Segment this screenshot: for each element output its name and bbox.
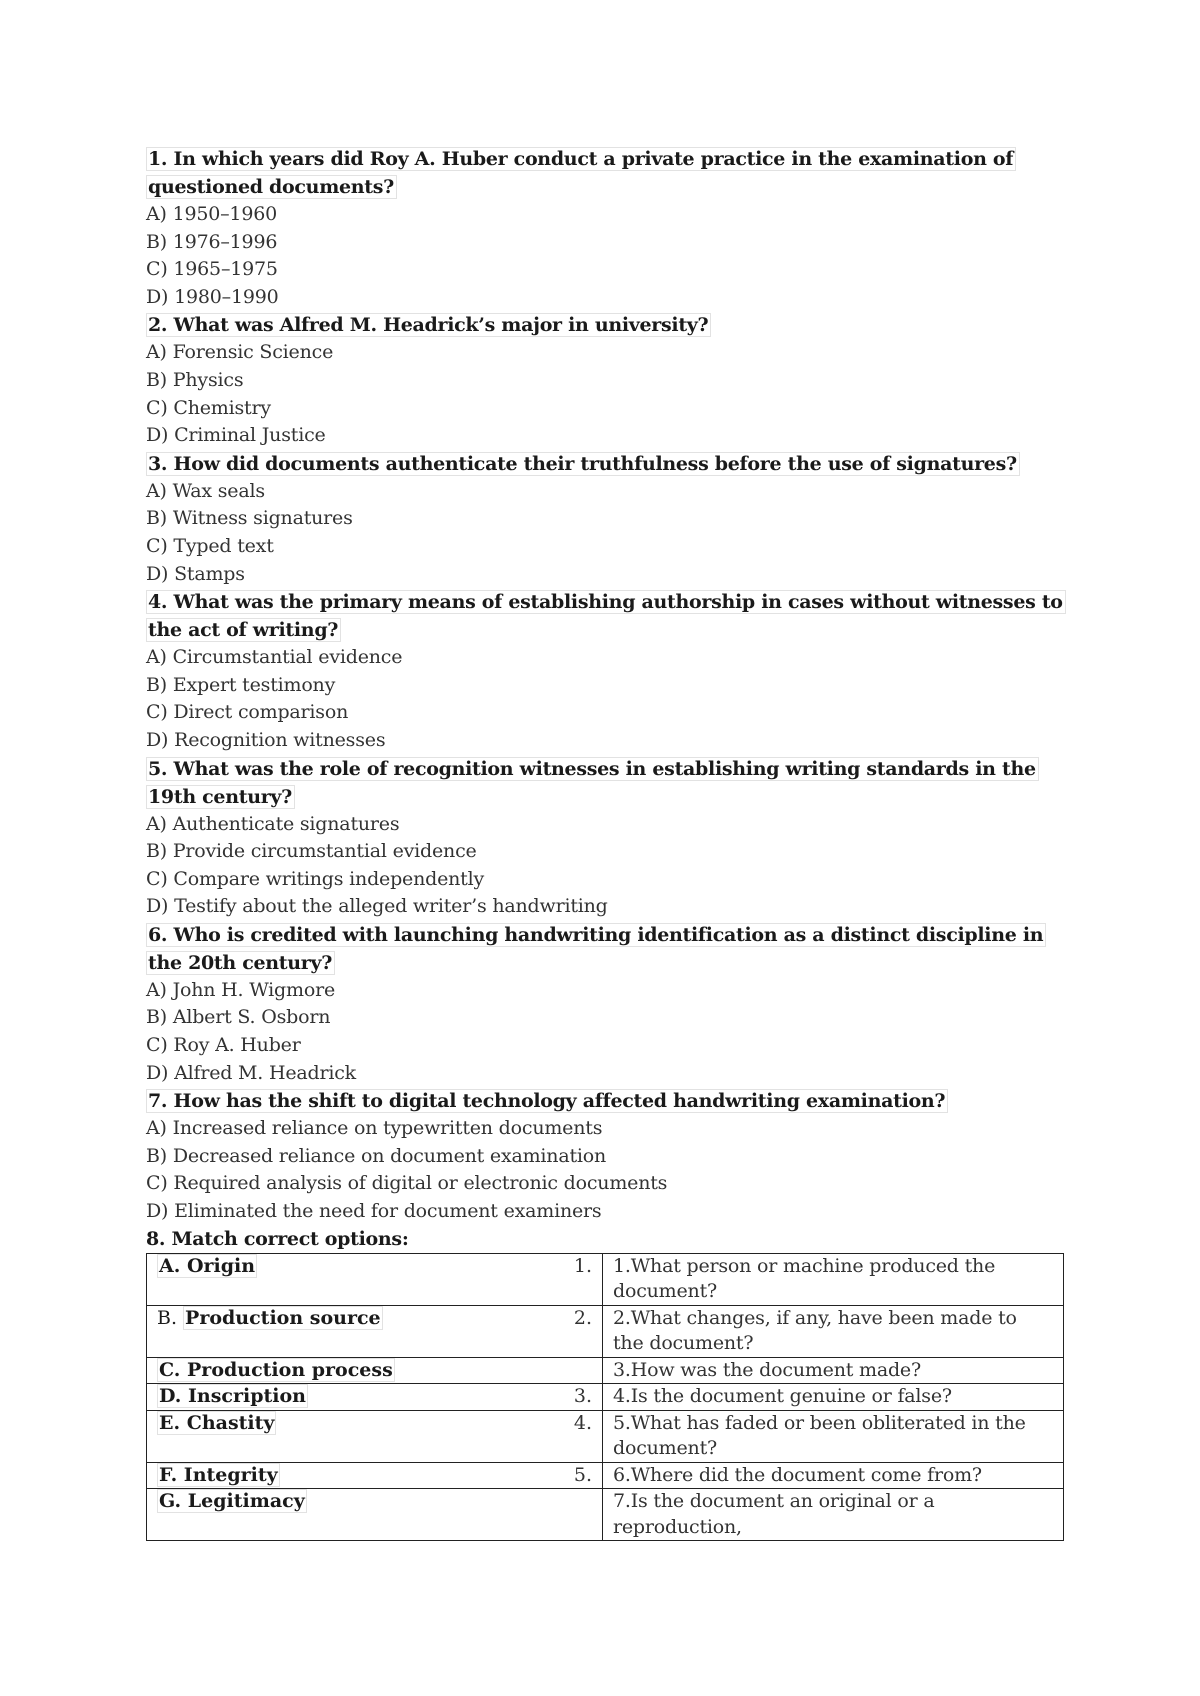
- option-b: B) Expert testimony: [146, 673, 336, 696]
- option-a: A) Authenticate signatures: [146, 812, 400, 835]
- question-block: [146, 755, 1066, 921]
- option-c: C) Required analysis of digital or electronic documents: [146, 1172, 668, 1195]
- match-term-cell: [147, 1462, 603, 1489]
- match-answer: 5.What has faded or been obliterated in the document?: [603, 1410, 1064, 1462]
- match-term: C. Production process: [159, 1358, 393, 1381]
- question-text: 1. In which years did Roy A. Huber conduct a private practice in the examination of questioned documents?: [146, 145, 1066, 201]
- option-d: D) Recognition witnesses: [146, 728, 386, 751]
- match-answer: 4.Is the document genuine or false?: [603, 1384, 1064, 1411]
- option-d: D) Criminal Justice: [146, 424, 326, 447]
- option-a: A) 1950–1960: [146, 203, 277, 225]
- match-answer: 7.Is the document an original or a reproduction,: [603, 1489, 1064, 1541]
- option-b: B) Physics: [146, 368, 244, 391]
- question-text: 2. What was Alfred M. Headrick’s major in university?: [146, 311, 1066, 339]
- option-d: D) Eliminated the need for document examiners: [146, 1200, 602, 1223]
- match-term-cell: [147, 1410, 603, 1462]
- table-row: [147, 1410, 1064, 1462]
- question-block: [146, 145, 1066, 311]
- match-answer: 6.Where did the document come from?: [603, 1462, 1064, 1489]
- option-a: A) John H. Wigmore: [146, 978, 336, 1001]
- option-a: A) Circumstantial evidence: [146, 646, 403, 669]
- option-c: C) Typed text: [146, 534, 274, 557]
- match-answer: 2.What changes, if any, have been made to the document?: [603, 1305, 1064, 1357]
- option-b: B) Albert S. Osborn: [146, 1006, 331, 1029]
- match-number: 2.: [573, 1306, 592, 1329]
- match-term: Production source: [185, 1306, 381, 1329]
- question-block: [146, 1087, 1066, 1225]
- match-title: 8. Match correct options:: [146, 1227, 409, 1250]
- question-block: [146, 921, 1066, 1087]
- option-c: C) Direct comparison: [146, 701, 349, 724]
- option-d: D) 1980–1990: [146, 285, 279, 308]
- match-number: 4.: [573, 1411, 592, 1434]
- match-table: [146, 1253, 1064, 1542]
- option-a: A) Forensic Science: [146, 341, 334, 364]
- match-term-cell: [147, 1253, 603, 1305]
- table-row: [147, 1384, 1064, 1411]
- option-c: C) Chemistry: [146, 396, 271, 419]
- option-a: A) Increased reliance on typewritten documents: [146, 1117, 603, 1140]
- option-c: C) Compare writings independently: [146, 867, 485, 890]
- table-row: [147, 1489, 1064, 1541]
- option-d: D) Stamps: [146, 562, 245, 585]
- question-text: 6. Who is credited with launching handwriting identification as a distinct discipline in the 20th century?: [146, 921, 1066, 977]
- option-c: C) 1965–1975: [146, 258, 278, 281]
- option-b: B) Decreased reliance on document examination: [146, 1144, 607, 1167]
- match-term-cell: B. Production source 2.: [147, 1305, 603, 1357]
- match-term-cell: [147, 1384, 603, 1411]
- match-number: 5.: [573, 1463, 592, 1486]
- match-term: D. Inscription: [159, 1385, 306, 1408]
- option-b: B) Provide circumstantial evidence: [146, 840, 477, 863]
- match-term: A. Origin: [159, 1254, 256, 1277]
- option-d: D) Testify about the alleged writer’s handwriting: [146, 895, 608, 918]
- match-term: F. Integrity: [159, 1463, 278, 1486]
- table-row: [147, 1357, 1064, 1384]
- question-text: 7. How has the shift to digital technology affected handwriting examination?: [146, 1087, 1066, 1115]
- question-block: [146, 450, 1066, 588]
- option-c: C) Roy A. Huber: [146, 1034, 301, 1057]
- match-number: 1.: [573, 1254, 592, 1277]
- option-b: B) Witness signatures: [146, 507, 353, 530]
- match-term: G. Legitimacy: [159, 1490, 305, 1513]
- match-term-cell: [147, 1357, 603, 1384]
- question-block: [146, 588, 1066, 754]
- question-text: 4. What was the primary means of establishing authorship in cases without witnesses to the act of writing?: [146, 588, 1066, 644]
- table-row: [147, 1462, 1064, 1489]
- table-row: [147, 1253, 1064, 1305]
- match-term: E. Chastity: [159, 1411, 275, 1434]
- match-answer: 3.How was the document made?: [603, 1357, 1064, 1384]
- match-number: 3.: [573, 1385, 592, 1408]
- option-d: D) Alfred M. Headrick: [146, 1061, 356, 1084]
- match-answer: 1.What person or machine produced the document?: [603, 1253, 1064, 1305]
- option-a: A) Wax seals: [146, 479, 265, 502]
- match-term-cell: [147, 1489, 603, 1541]
- quiz-page: [146, 145, 1066, 1541]
- question-text: 5. What was the role of recognition witnesses in establishing writing standards in the 19th century?: [146, 755, 1066, 811]
- table-row: [147, 1305, 1064, 1357]
- question-block: [146, 311, 1066, 449]
- option-b: B) 1976–1996: [146, 230, 278, 253]
- question-text: 3. How did documents authenticate their truthfulness before the use of signatures?: [146, 450, 1066, 478]
